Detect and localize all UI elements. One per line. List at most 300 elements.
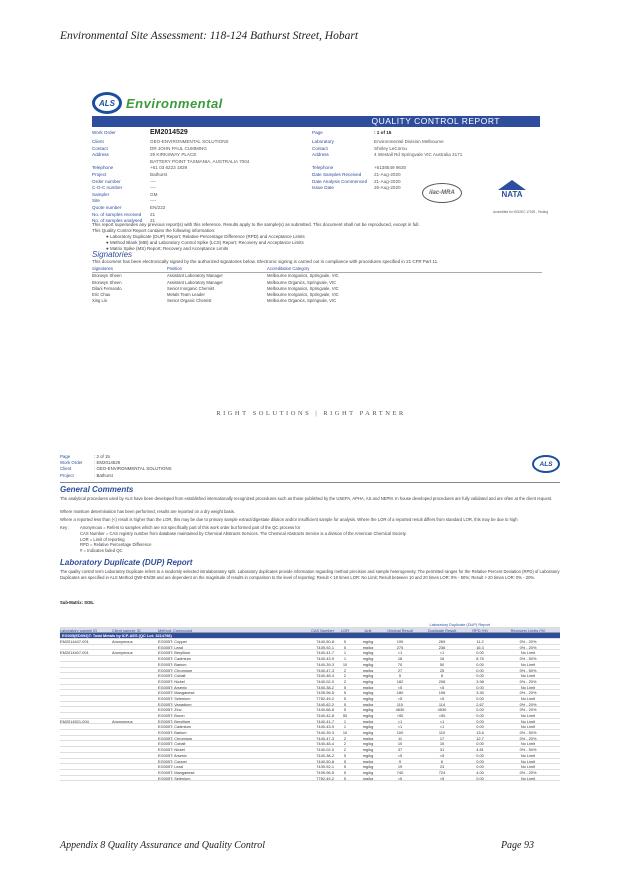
column-header: Client sample ID [112, 627, 141, 633]
table-cell: 31 [439, 747, 445, 752]
table-cell: 0.00 [476, 758, 484, 764]
column-header: Duplicate Result [427, 627, 457, 633]
table-cell: 10 [342, 661, 348, 667]
table-cell: EG005T: Zinc [158, 707, 182, 712]
info-label: Telephone [92, 165, 114, 171]
info-label: Work Order [60, 460, 83, 466]
nata-accreditation-note: Accredited for ISO/IEC 17025 - Testing [493, 210, 548, 214]
table-cell: 0% - 20% [519, 678, 537, 684]
info-row [92, 152, 312, 159]
table-cell: Eric Chau [92, 292, 111, 298]
table-cell: 0.00 [476, 713, 484, 718]
table-cell: 5 [343, 695, 347, 701]
table-cell [60, 759, 112, 764]
table-cell: mg/kg [362, 758, 374, 764]
table-cell: 7440-50-8 [316, 639, 334, 644]
table-cell: No Limit [520, 758, 536, 764]
key-line: LOR = Limit of reporting [80, 536, 125, 542]
table-cell [112, 741, 158, 746]
info-label: No. of samples analysed [92, 218, 143, 224]
table-cell: mg/kg [362, 764, 374, 769]
table-cell: 7440-48-4 [316, 673, 334, 678]
table-cell: 5 [343, 752, 347, 758]
table-cell [112, 759, 158, 764]
table-cell: 0.00 [476, 684, 484, 690]
table-cell: 11 [397, 735, 403, 741]
table-cell: EG005T: Beryllium [158, 650, 191, 656]
table-cell: EG005T: Copper [158, 639, 187, 644]
table-cell: No Limit [520, 724, 536, 730]
table-cell: EG005T: Cobalt [158, 741, 186, 747]
info-label: Address [92, 152, 109, 158]
table-cell: 16 [439, 656, 445, 661]
info-value: : GEO-ENVIRONMENTAL SOLUTIONS [94, 466, 172, 472]
table-cell: 1 [343, 718, 347, 724]
table-cell: 1 [343, 724, 347, 730]
intro-bullet: ● Method Blank (MB) and Laboratory Control Spike (LCS) Report; Recovery and Acceptance Limits [106, 240, 304, 245]
table-cell: 3.30 [476, 690, 484, 695]
table-cell: Senior Inorganic Chemist [167, 285, 215, 291]
info-label: Site [92, 198, 100, 204]
table-cell: <5 [439, 695, 445, 701]
table-cell: 37 [397, 747, 403, 752]
table-cell: 5 [343, 644, 347, 650]
dup-report-text: The quality control term Laboratory Duplicate refers to a randomly selected intralaboratory split. Laboratory duplicates provide information regarding method precision and sample heterogeneity. The permitted ranges for the Relative Percent Deviation (RPD) of Laboratory Duplicates are specified in ALS Method QWI-EN/38 and are dependent on the magnitude of results in comparison to the level of reporting: Result < 10 times LOR: No Limit; Result between 10 and 20 times LOR: 0% - 50%; Result > 20 times LOR: 0% - 20%. [60, 569, 560, 580]
table-cell: EG005T: Chromium [158, 735, 193, 741]
info-label: Issue Date [312, 185, 334, 191]
table-cell: 7440-48-4 [316, 741, 334, 747]
table-cell: Melbourne Organics, Springvale, VIC [267, 298, 337, 304]
dup-report-heading: Laboratory Duplicate (DUP) Report [60, 558, 193, 567]
table-cell: 7439-92-1 [316, 764, 334, 769]
table-cell: <50 [396, 713, 404, 718]
table-cell: EG005T: Lead [158, 764, 183, 769]
table-cell: EM2014407-001 [60, 650, 89, 656]
column-header: Accreditation Category [267, 266, 310, 271]
table-cell: No Limit [520, 741, 536, 747]
table-cell: <50 [438, 713, 446, 718]
table-cell: 0% - 20% [519, 769, 537, 775]
table-cell [60, 747, 112, 752]
table-cell: mg/kg [362, 713, 374, 718]
table-cell: 114 [438, 701, 446, 707]
table-cell: 0% - 20% [519, 707, 537, 712]
info-row [92, 185, 312, 192]
table-cell: 196 [438, 690, 446, 695]
info-value: 21-Aug-2020 [374, 178, 401, 184]
table-cell: mg/kg [362, 775, 374, 781]
table-cell: EG005T: Copper [158, 758, 187, 764]
table-cell: 5 [343, 701, 347, 707]
table-cell: 7440-66-6 [316, 707, 334, 712]
table-cell: 7440-39-3 [316, 661, 334, 667]
table-cell: 4.00 [476, 769, 484, 775]
table-cell: Assistant Laboratory Manager [167, 279, 223, 285]
table-cell [112, 690, 158, 695]
table-cell: 5 [343, 639, 347, 644]
table-cell [112, 645, 158, 650]
table-cell: <5 [439, 752, 445, 758]
table-cell: <1 [439, 650, 445, 656]
table-cell: 3.98 [476, 678, 484, 684]
table-cell: Anonymous [112, 639, 133, 644]
table-cell: 5 [398, 673, 402, 678]
info-label: No. of samples received [92, 211, 142, 217]
table-cell [112, 673, 158, 678]
info-value: 21 [150, 211, 156, 217]
column-header: RPD (%) [472, 627, 488, 633]
column-header: LOR [341, 627, 349, 633]
table-cell: 0.00 [476, 667, 484, 673]
table-cell: 7440-41-7 [316, 650, 334, 656]
table-cell: 0% - 50% [519, 667, 537, 673]
table-cell: Bronwyn Sheen [92, 273, 122, 279]
info-label [312, 159, 374, 166]
table-cell [112, 685, 158, 690]
table-cell: EG005T: Cobalt [158, 673, 186, 678]
table-cell: 19 [397, 764, 403, 769]
table-cell: 18 [397, 656, 403, 661]
table-cell: 27 [397, 667, 403, 673]
table-cell: 7439-92-1 [316, 644, 334, 650]
table-cell: 7440-41-7 [316, 718, 334, 724]
ilac-mra-logo: ilac-MRA [422, 183, 462, 203]
als-badge-icon: ALS [532, 455, 560, 473]
column-header: Unit [364, 627, 372, 633]
table-cell: Bronwyn Sheen [92, 279, 122, 285]
table-cell: 7440-50-8 [316, 758, 334, 764]
table-cell: 2 [343, 673, 347, 678]
table-cell: 70 [397, 661, 403, 667]
column-header: Method: Compound [158, 627, 193, 633]
table-cell: mg/kg [362, 741, 374, 747]
table-cell [60, 724, 112, 729]
divider [60, 482, 560, 483]
table-cell: 0.00 [476, 752, 484, 758]
duplicate-report-table [60, 622, 560, 781]
table-cell: 0% - 20% [519, 690, 537, 695]
table-cell: EG005T: Arsenic [158, 752, 187, 758]
table-cell: 10 [397, 741, 403, 747]
table-cell [60, 679, 112, 684]
table-cell: EG005T: Arsenic [158, 684, 187, 690]
table-cell: 17 [439, 735, 445, 741]
table-cell: mg/kg [362, 730, 374, 735]
table-cell: No Limit [520, 764, 536, 769]
table-cell: No Limit [520, 673, 536, 678]
table-cell: mg/kg [362, 718, 374, 724]
nata-logo [490, 180, 534, 208]
table-cell: Anonymous [112, 718, 133, 724]
info-value: GEO-ENVIRONMENTAL SOLUTIONS [150, 139, 229, 144]
table-cell: 7440-62-2 [316, 701, 334, 707]
table-cell: 0.00 [476, 718, 484, 724]
table-cell [112, 707, 158, 712]
table-cell: 6 [440, 758, 444, 764]
info-value: EM2014529 [150, 129, 188, 136]
table-cell: <5 [439, 775, 445, 781]
table-cell: Melbourne Inorganics, Springvale, VIC [267, 292, 339, 298]
info-row [312, 139, 542, 146]
general-comments-text: The analytical procedures used by ALS have been developed from established internationally recognized procedures such as those published by the USEPA, APHA, AS and NEPM. In house developed procedures are fully validated and are often at the client request. [60, 496, 553, 501]
table-cell [112, 776, 158, 781]
info-label: Quote number [92, 204, 122, 210]
table-cell [60, 713, 112, 718]
table-cell: 7440-47-3 [316, 667, 334, 673]
table-cell: Dilani Fernando [92, 285, 122, 291]
table-cell: 12.7 [476, 735, 484, 741]
info-value: 21 [150, 218, 156, 224]
table-cell: 25 [439, 667, 445, 673]
table-cell: EG005T: Selenium [158, 695, 191, 701]
table-cell: EM2014521-004 [60, 718, 89, 724]
info-label: Date Samples Received [312, 171, 362, 177]
table-cell: mg/kg [362, 644, 374, 650]
table-cell: <5 [397, 695, 403, 701]
table-cell: 0.00 [476, 724, 484, 730]
info-value: BATTERY POINT TASMANIA, AUSTRALIA 7004 [150, 158, 250, 164]
info-row [312, 152, 542, 159]
table-cell: EG005T: Barium [158, 661, 187, 667]
table-cell [60, 730, 112, 735]
table-cell: EG005T: Nickel [158, 747, 185, 752]
table-cell: EG005T: Cadmium [158, 656, 191, 661]
table-cell: EG005T: Lead [158, 644, 183, 650]
info-row [312, 159, 542, 166]
table-cell: 180 [396, 690, 404, 695]
general-comments-heading: General Comments [60, 485, 134, 494]
table-cell: mg/kg [362, 667, 374, 673]
table-cell [60, 645, 112, 650]
table-cell: 23 [439, 764, 445, 769]
intro-bullet-list [100, 234, 550, 252]
table-cell: No Limit [520, 650, 536, 656]
table-cell: mg/kg [362, 673, 374, 678]
table-cell [112, 679, 158, 684]
table-cell: EM2014447-001 [60, 639, 89, 644]
table-cell: No Limit [520, 695, 536, 701]
table-cell [60, 662, 112, 667]
table-cell [112, 662, 158, 667]
signatories-table [92, 266, 542, 305]
info-label: Work Order [92, 130, 116, 135]
table-cell: <1 [439, 718, 445, 724]
key-list [80, 525, 550, 554]
table-cell: 2 [343, 678, 347, 684]
table-cell: 110 [396, 701, 404, 707]
table-cell: 7440-43-9 [316, 724, 334, 730]
table-cell: 0.00 [476, 764, 484, 769]
table-cell: 7440-42-8 [316, 713, 334, 718]
table-cell [112, 702, 158, 707]
table-cell: 7440-02-0 [316, 747, 334, 752]
table-cell: EG005T: Manganese [158, 769, 195, 775]
table-cell: 7439-96-5 [316, 769, 334, 775]
table-cell [60, 702, 112, 707]
table-cell: 9 [398, 758, 402, 764]
info-value: 26-Aug-2020 [374, 185, 401, 191]
table-cell [112, 668, 158, 673]
table-cell: 5 [343, 775, 347, 781]
key-line: # = Indicates failed QC [80, 548, 123, 554]
table-cell: 0% - 20% [519, 735, 537, 741]
table-cell [60, 668, 112, 673]
table-cell: 11.2 [476, 639, 484, 644]
als-logo [92, 92, 223, 114]
info-label: Telephone [312, 165, 334, 171]
intro-bullet: ● Laboratory Duplicate (DUP) Report; Relative Percentage Difference (RPD) and Acceptance Limits [106, 234, 305, 239]
table-cell: mg/kg [362, 678, 374, 684]
info-label [92, 159, 150, 166]
table-cell: EG005T: Beryllium [158, 718, 191, 724]
info-row [92, 192, 312, 199]
nata-triangle-icon [498, 180, 526, 190]
info-label: Page [60, 454, 71, 459]
table-cell: 4.81 [476, 747, 484, 752]
info-label: C-O-C number [92, 185, 123, 191]
table-cell: mg/kg [362, 747, 374, 752]
table-cell [112, 730, 158, 735]
info-row [312, 130, 542, 139]
table-cell: 100 [396, 730, 404, 735]
key-line: RPD = Relative Percentage Difference [80, 542, 152, 548]
info-value: ---- [150, 178, 157, 184]
tagline: RIGHT SOLUTIONS | RIGHT PARTNER [216, 410, 406, 417]
logo-wordmark: Environmental [126, 95, 223, 111]
table-cell: Senior Organic Chemist [167, 298, 212, 304]
info-row [92, 159, 312, 166]
table-cell: No Limit [520, 775, 536, 781]
table-cell: <1 [439, 724, 445, 730]
info-value: Shirley LeCornu [374, 145, 407, 151]
table-cell: No Limit [520, 661, 536, 667]
table-cell [60, 764, 112, 769]
column-header: Position [167, 266, 182, 271]
footer-page-number: Page 93 [500, 840, 534, 851]
table-cell: 208 [438, 678, 446, 684]
table-cell: 0.00 [476, 661, 484, 667]
table-cell: 0% - 50% [519, 747, 537, 752]
info-row [312, 146, 542, 153]
table-cell [60, 690, 112, 695]
info-value: ---- [150, 198, 157, 204]
info-label: Date Analysis Commenced [312, 178, 368, 184]
info-row [92, 139, 312, 146]
info-label: Page [312, 130, 323, 135]
table-cell: 50 [439, 661, 445, 667]
table-cell [112, 736, 158, 741]
table-cell: mg/kg [362, 695, 374, 701]
table-cell: EG005T: Cadmium [158, 724, 191, 730]
nata-text: NATA [501, 190, 523, 199]
table-cell: EG005T: Nickel [158, 678, 185, 684]
table-cell [60, 673, 112, 678]
table-cell: No Limit [520, 752, 536, 758]
sub-matrix-label: Sub-Matrix: SOIL [60, 600, 94, 605]
table-cell: 8.76 [476, 656, 484, 661]
info-label: Sampler [92, 191, 110, 197]
info-value: 21-Aug-2020 [374, 171, 401, 177]
info-label: Address [312, 152, 329, 158]
signatories-heading: Signatories [92, 250, 133, 259]
table-cell: 50 [342, 713, 348, 718]
info-value: GM [150, 191, 158, 197]
table-cell: 0.00 [476, 695, 484, 701]
intro-contents-line: This Quality Control Report contains the following information: [92, 228, 216, 233]
signatories-header-row [92, 266, 542, 273]
table-super-header: Laboratory Duplicate (DUP) Report [60, 622, 560, 628]
table-cell: 5 [343, 690, 347, 695]
intro-bullet: ● Matrix Spike (MS) Report; Recovery and Acceptance Limits [106, 246, 229, 251]
table-cell [112, 724, 158, 729]
table-cell: 0% - 50% [519, 656, 537, 661]
table-cell: 2.67 [476, 701, 484, 707]
als-logo-icon: ALS [92, 92, 122, 114]
table-cell: 199 [396, 639, 404, 644]
info-value: EN/222 [150, 204, 166, 210]
table-cell: Melbourne Inorganics, Springvale, VIC [267, 273, 339, 279]
table-cell: 7440-38-2 [316, 684, 334, 690]
table-cell: mg/kg [362, 752, 374, 758]
table-cell: 0.00 [476, 707, 484, 712]
column-header: CAS Number [311, 627, 334, 633]
info-row [92, 179, 312, 186]
client-info-block [92, 130, 312, 225]
table-cell: EG005T: Barium [158, 730, 187, 735]
info-row [312, 172, 542, 179]
table-cell: mg/kg [362, 690, 374, 695]
key-line: Anonymous = Refers to samples which are not specifically part of this work order but formed part of the QC process lot [80, 525, 300, 530]
table-cell [60, 696, 112, 701]
info-row [92, 165, 312, 172]
info-value: : Bathurst [94, 472, 113, 478]
info-value: DR JOHN PAUL CUMMING [150, 145, 207, 151]
info-value: 4 Westall Rd Springvale VIC Australia 3171 [374, 152, 463, 158]
table-cell [60, 707, 112, 712]
info-value: : 1 of 15 [374, 130, 392, 135]
info-value: : EM2014529 [94, 460, 121, 466]
key-line: CAS Number = CAS registry number from database maintained by Chemical Abstracts Services. The Chemical Abstracts Service is a division of the American Chemical Society. [80, 530, 407, 536]
table-cell: mg/kg [362, 661, 374, 667]
table-cell: 740 [396, 769, 404, 775]
table-cell [112, 713, 158, 718]
table-cell: 275 [396, 644, 404, 650]
column-header: Laboratory sample ID [60, 627, 98, 633]
table-cell: 8 [440, 673, 444, 678]
table-cell [112, 770, 158, 775]
column-header: Signatories [92, 266, 113, 271]
info-row [92, 172, 312, 179]
key-label: Key : [60, 525, 70, 530]
table-cell: mg/kg [362, 639, 374, 644]
table-cell: 7440-39-3 [316, 730, 334, 735]
table-cell: 2 [343, 667, 347, 673]
info-value: +6138549 9630 [374, 165, 407, 171]
table-cell: 2 [343, 735, 347, 741]
info-value: ---- [150, 185, 157, 191]
table-cell: 1 [343, 656, 347, 661]
info-label: Contact [312, 145, 328, 151]
table-cell: 15 [439, 741, 445, 747]
table-cell: 0.00 [476, 775, 484, 781]
column-header: Recovery Limits (%) [510, 627, 546, 633]
table-cell: <5 [397, 775, 403, 781]
table-cell: mg/kg [362, 769, 374, 775]
table-cell [112, 696, 158, 701]
info-label: Client [92, 139, 104, 144]
info-row [92, 205, 312, 212]
table-cell: 0.00 [476, 673, 484, 678]
